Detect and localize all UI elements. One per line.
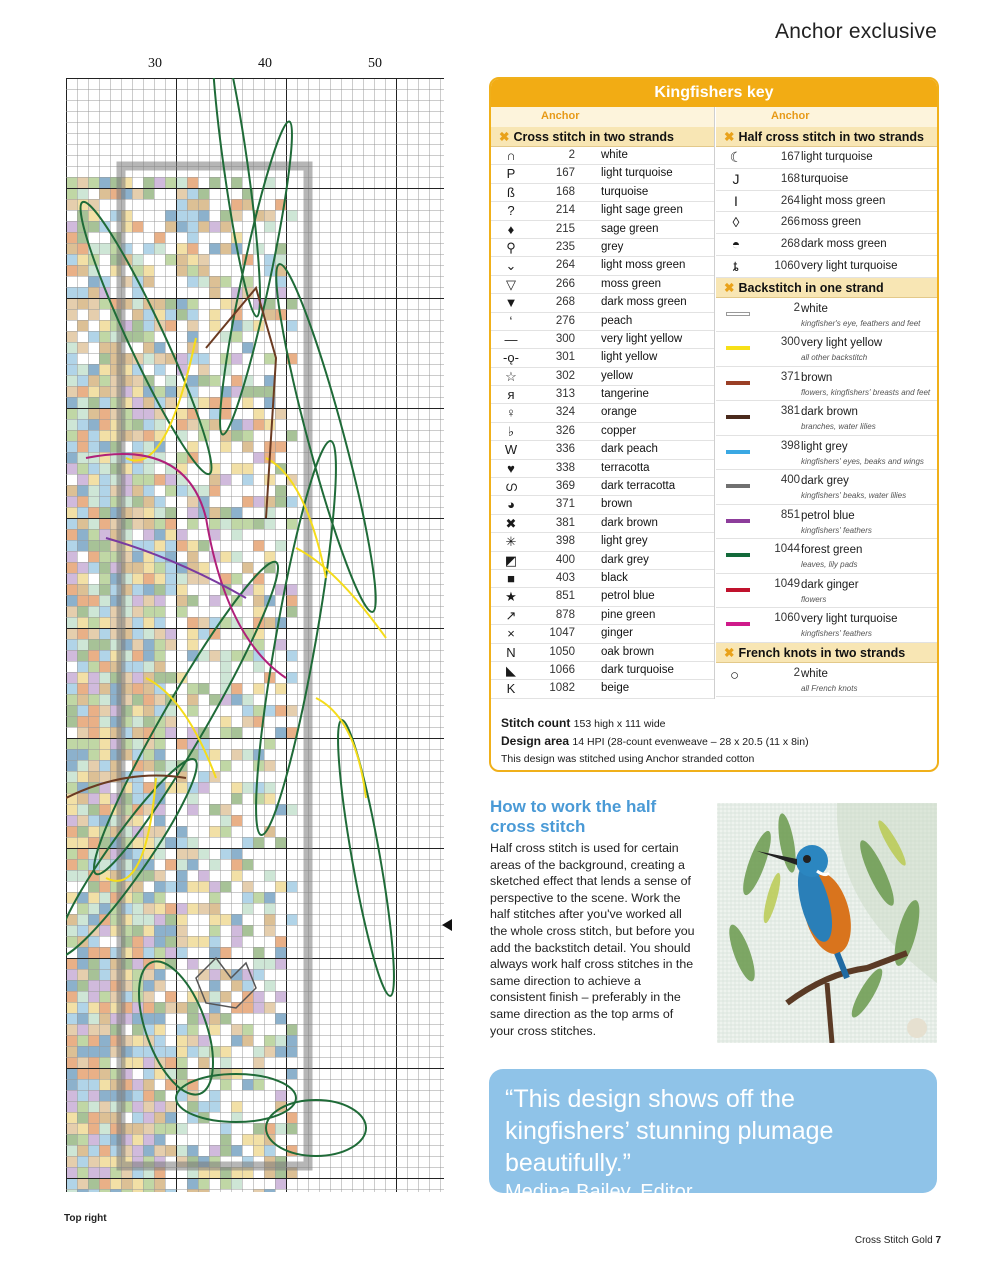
key-row	[491, 478, 714, 496]
colour-name: white	[601, 149, 628, 161]
colour-name: sage green	[601, 222, 659, 235]
colour-name: light grey	[601, 535, 648, 548]
chart-grid	[66, 78, 444, 1192]
quote-author: Medina Bailey, Editor	[505, 1181, 693, 1203]
key-row	[716, 212, 939, 234]
usage-note: kingfisher's eye, feathers and feet	[801, 318, 921, 328]
anchor-number: 266	[780, 216, 800, 229]
backstitch-line-icon	[726, 312, 750, 316]
anchor-number: 381	[555, 516, 575, 529]
anchor-number: 400	[555, 553, 575, 566]
colour-name: brown	[601, 498, 633, 511]
key-row	[491, 386, 714, 404]
stitch-symbol-icon: N	[506, 644, 516, 660]
colour-name: dark turquoise	[601, 663, 674, 676]
colour-name: grey	[601, 240, 624, 253]
colour-name: light sage green	[601, 204, 683, 217]
stitch-symbol-icon: ȶ	[733, 257, 739, 274]
key-row	[491, 441, 714, 459]
anchor-number: 1049	[774, 577, 800, 590]
key-row	[491, 221, 714, 239]
stitch-symbol-icon: я	[507, 387, 515, 403]
colour-name: tangerine	[601, 388, 649, 401]
key-row	[716, 401, 939, 436]
anchor-number: 313	[555, 388, 575, 401]
colour-name: petrol blue	[801, 509, 855, 522]
chart-section-label: Top right	[64, 1213, 107, 1224]
usage-note: flowers, kingfishers' breasts and feet	[801, 387, 931, 397]
key-row	[491, 662, 714, 680]
colour-name: moss green	[601, 277, 662, 290]
key-row	[716, 147, 939, 169]
colour-name: light yellow	[601, 351, 658, 364]
stitch-symbol-icon: ʻ	[509, 313, 513, 329]
colour-name: dark ginger	[801, 578, 859, 591]
half-cross-heading: ✖ Half cross stitch in two strands	[716, 127, 939, 147]
anchor-number: 336	[555, 443, 575, 456]
anchor-heading: Anchor	[541, 110, 580, 122]
anchor-number: 369	[555, 480, 575, 493]
anchor-number: 266	[555, 277, 575, 290]
colour-name: white	[801, 302, 828, 315]
key-left-column	[491, 107, 715, 699]
key-row	[491, 533, 714, 551]
key-title: Kingfishers key	[491, 79, 937, 107]
stitch-symbol-icon: ∩	[506, 148, 516, 163]
key-row	[491, 331, 714, 349]
anchor-number: 264	[780, 194, 800, 207]
center-marker-arrow	[442, 919, 452, 931]
stitch-symbol-icon: ■	[507, 570, 515, 586]
anchor-number: 398	[555, 535, 575, 548]
stitch-symbol-icon: ×	[507, 626, 515, 642]
anchor-number: 264	[555, 259, 575, 272]
stitch-symbol-icon: ◣	[506, 662, 516, 678]
anchor-number: 851	[555, 590, 575, 603]
colour-name: yellow	[601, 369, 633, 382]
usage-note: kingfishers' feathers	[801, 525, 872, 535]
page-footer: Cross Stitch Gold 7	[854, 1235, 941, 1246]
key-row	[491, 625, 714, 643]
colour-name: turquoise	[601, 185, 649, 198]
anchor-number: 381	[780, 405, 800, 418]
key-row	[491, 147, 714, 165]
page-header: Anchor exclusive	[775, 20, 937, 43]
colour-name: light moss green	[601, 259, 686, 272]
key-row	[716, 191, 939, 213]
colour-name: very light yellow	[601, 332, 683, 345]
anchor-number: 168	[555, 185, 575, 198]
stitch-symbol-icon: ♦	[507, 221, 515, 237]
key-row	[491, 349, 714, 367]
howto-title: How to work the half cross stitch	[490, 797, 657, 836]
usage-note: kingfishers' beaks, water lilies	[801, 491, 907, 501]
usage-note: branches, water lilies	[801, 422, 876, 432]
stitch-symbol-icon: ◕	[507, 497, 515, 513]
colour-name: copper	[601, 424, 637, 437]
anchor-number: 301	[555, 351, 575, 364]
key-right-column	[716, 107, 939, 697]
key-row	[491, 184, 714, 202]
anchor-number: 403	[555, 571, 575, 584]
backstitch-line-icon	[726, 415, 750, 419]
anchor-number: 324	[555, 406, 575, 419]
anchor-number: 1060	[774, 259, 800, 272]
stitch-symbol-icon: ♥	[507, 460, 515, 476]
stitch-symbol-icon: ↗	[505, 607, 517, 623]
stitch-symbol-icon: ★	[505, 589, 517, 605]
stitch-symbol-icon: —	[504, 331, 518, 347]
stitch-symbol-icon: ♭	[507, 423, 515, 439]
key-row	[491, 515, 714, 533]
key-row	[491, 570, 714, 588]
stitch-symbol-icon: ⚲	[506, 239, 516, 255]
anchor-number: 398	[780, 439, 800, 452]
key-row	[716, 436, 939, 471]
stitch-symbol-icon: ♀	[506, 405, 516, 421]
cross-stitch-chart	[66, 56, 446, 1192]
colour-name: dark terracotta	[601, 480, 676, 493]
colour-name: orange	[601, 406, 637, 419]
colour-name: beige	[601, 682, 630, 695]
anchor-number: 1060	[774, 612, 800, 625]
stitch-symbol-icon: K	[506, 681, 516, 697]
backstitch-line-icon	[726, 346, 750, 350]
anchor-number: 371	[555, 498, 575, 511]
key-footer: Stitch count 153 high x 111 wide Design area 14 HPI (28-count evenweave – 28 x 20.5 (11 x 8in) This design was stitched using Anchor stranded cotton	[501, 716, 809, 765]
stitch-symbol-icon: ▼	[504, 295, 518, 311]
key-row	[491, 644, 714, 662]
colour-name: petrol blue	[601, 590, 655, 603]
anchor-number: 276	[555, 314, 575, 327]
anchor-number: 371	[780, 370, 800, 383]
colour-name: dark peach	[601, 443, 658, 456]
anchor-number: 215	[555, 222, 575, 235]
key-row	[716, 539, 939, 574]
key-row	[716, 574, 939, 609]
stitch-symbol-icon: W	[504, 442, 518, 458]
key-row	[491, 276, 714, 294]
colour-name: dark moss green	[801, 238, 887, 251]
colour-name: peach	[601, 314, 633, 327]
anchor-heading: Anchor	[771, 110, 810, 122]
key-row	[716, 298, 939, 333]
key-row	[716, 332, 939, 367]
stitch-symbol-icon: ◊	[732, 214, 740, 231]
colour-name: dark brown	[801, 406, 858, 419]
colour-name: very light turquoise	[801, 259, 898, 272]
stitch-symbol-icon: J	[732, 170, 740, 187]
stitch-symbol-icon: ☾	[729, 149, 743, 165]
key-row	[716, 608, 939, 643]
anchor-number: 167	[555, 167, 575, 180]
french-knots-heading: ✖ French knots in two strands	[716, 643, 939, 663]
key-row	[716, 470, 939, 505]
usage-note: kingfishers' eyes, beaks and wings	[801, 456, 924, 466]
colour-name: light moss green	[801, 194, 886, 207]
usage-note: all other backstitch	[801, 353, 868, 363]
backstitch-heading: ✖ Backstitch in one strand	[716, 278, 939, 298]
colour-name: light turquoise	[801, 151, 873, 163]
stitch-symbol-icon: ☆	[505, 368, 517, 384]
anchor-number: 2	[568, 149, 575, 161]
key-row	[716, 505, 939, 540]
colour-name: very light turquoise	[801, 613, 898, 626]
colour-name: light grey	[801, 440, 848, 453]
key-row	[716, 367, 939, 402]
anchor-number: 2	[793, 666, 800, 679]
key-row	[491, 239, 714, 257]
stitch-symbol-icon: ✳	[505, 534, 517, 550]
key-row	[491, 607, 714, 625]
key-row	[716, 234, 939, 256]
quote-text: “This design shows off the kingfishers’ stunning plumage beautifully.”	[505, 1085, 834, 1177]
cross-stitch-heading: ✖ Cross stitch in two strands	[491, 127, 714, 147]
key-row	[716, 663, 939, 698]
howto-body: Half cross stitch is used for certain areas of the background, creating a sketched effect that lends a sense of perspective to the scene. Work the half stitches after you've worked all the whole cross stitch, but before you add the backstitch detail. You should always work half cross stitches in the same direction to achieve a consistent finish – preferably in the same direction as the top arms of your cross stitches.	[490, 841, 695, 1038]
anchor-number: 1066	[549, 663, 575, 676]
anchor-number: 326	[555, 424, 575, 437]
stitch-symbol-icon: ◓	[731, 236, 741, 253]
anchor-number: 302	[555, 369, 575, 382]
anchor-number: 851	[780, 508, 800, 521]
key-row	[491, 165, 714, 183]
key-row	[491, 202, 714, 220]
backstitch-line-icon	[726, 484, 750, 488]
key-row	[491, 588, 714, 606]
backstitch-line-icon	[726, 588, 750, 592]
column-number: 30	[148, 56, 162, 71]
colour-name: ginger	[601, 627, 633, 640]
key-row	[491, 496, 714, 514]
key-row	[491, 460, 714, 478]
colour-name: white	[801, 667, 828, 680]
french-knot-icon: ○	[730, 666, 740, 684]
anchor-number: 300	[780, 336, 800, 349]
key-row	[491, 257, 714, 275]
kingfisher-photo	[717, 803, 937, 1043]
anchor-number: 1082	[549, 682, 575, 695]
stitch-symbol-icon: P	[506, 166, 516, 182]
colour-name: dark brown	[601, 516, 658, 529]
anchor-number: 878	[555, 608, 575, 621]
backstitch-line-icon	[726, 553, 750, 557]
key-row	[491, 680, 714, 698]
stitch-symbol-icon: ?	[507, 203, 515, 219]
colour-name: terracotta	[601, 461, 650, 474]
colour-name: black	[601, 571, 628, 584]
key-row	[491, 552, 714, 570]
anchor-number: 2	[793, 301, 800, 314]
key-row	[491, 404, 714, 422]
anchor-number: 1050	[549, 645, 575, 658]
backstitch-line-icon	[726, 450, 750, 454]
key-panel	[489, 77, 939, 772]
editor-quote	[489, 1069, 937, 1203]
anchor-number: 167	[780, 151, 800, 163]
stitch-symbol-icon: ✖	[505, 515, 517, 531]
colour-name: oak brown	[601, 645, 655, 658]
stitch-symbol-icon: ▽	[506, 276, 516, 292]
stitch-symbol-icon: ◩	[504, 552, 518, 568]
stitch-symbol-icon: I	[734, 192, 738, 209]
anchor-number: 168	[780, 172, 800, 185]
key-row	[491, 368, 714, 386]
stitch-symbol-icon: ⌄	[505, 258, 517, 274]
backstitch-line-icon	[726, 622, 750, 626]
usage-note: leaves, lily pads	[801, 560, 858, 570]
colour-name: pine green	[601, 608, 656, 621]
key-row	[716, 169, 939, 191]
anchor-number: 268	[780, 238, 800, 251]
backstitch-line-icon	[726, 381, 750, 385]
anchor-number: 1044	[774, 543, 800, 556]
key-row	[491, 313, 714, 331]
anchor-number: 1047	[549, 627, 575, 640]
colour-name: dark grey	[801, 475, 849, 488]
column-number: 50	[368, 56, 382, 71]
colour-name: forest green	[801, 544, 863, 557]
colour-name: very light yellow	[801, 337, 883, 350]
anchor-number: 235	[555, 240, 575, 253]
colour-name: brown	[801, 371, 833, 384]
backstitch-line-icon	[726, 519, 750, 523]
stitch-symbol-icon: ß	[507, 184, 515, 200]
usage-note: flowers	[801, 594, 827, 604]
colour-name: turquoise	[801, 172, 849, 185]
usage-note: all French knots	[801, 683, 858, 693]
colour-name: dark grey	[601, 553, 649, 566]
column-number: 40	[258, 56, 272, 71]
stitch-symbol-icon: -ǫ-	[503, 350, 519, 366]
anchor-number: 338	[555, 461, 575, 474]
key-row	[491, 294, 714, 312]
usage-note: kingfishers' feathers	[801, 629, 872, 639]
colour-name: dark moss green	[601, 296, 687, 309]
colour-name: moss green	[801, 216, 862, 229]
anchor-number: 400	[780, 474, 800, 487]
anchor-number: 214	[555, 204, 575, 217]
anchor-number: 300	[555, 332, 575, 345]
colour-name: light turquoise	[601, 167, 673, 180]
stitch-symbol-icon: ഗ	[505, 479, 517, 495]
anchor-number: 268	[555, 296, 575, 309]
key-row	[716, 256, 939, 278]
key-row	[491, 423, 714, 441]
